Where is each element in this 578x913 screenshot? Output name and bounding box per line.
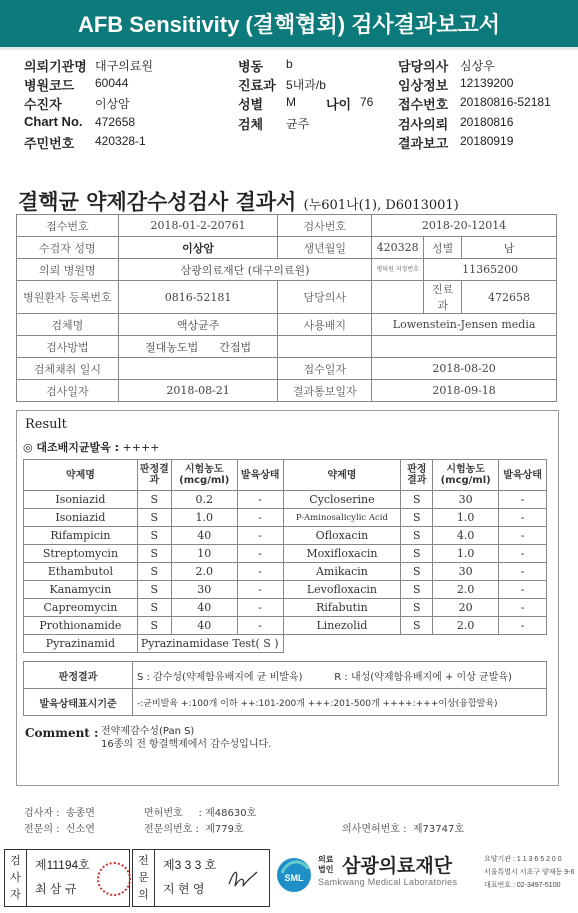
tester-vertical-label: 검사자 [5, 850, 27, 906]
result-section [16, 410, 559, 786]
value: 심상우 [460, 59, 495, 73]
specialist-line [24, 820, 95, 835]
comment-label: Comment : [25, 726, 99, 740]
specialist-label: 전문의 : [24, 824, 60, 835]
col-conc: 시험농도 (mcg/ml) [171, 460, 237, 491]
header-info [0, 56, 578, 160]
tester-no: 제11194호 [35, 858, 90, 872]
drug-name: Linezolid [283, 617, 401, 635]
label: 병동 [238, 59, 264, 74]
growth: - [237, 581, 283, 599]
info-value [118, 336, 278, 358]
info-value: Lowenstein-Jensen media [372, 314, 557, 336]
control-value: ++++ [122, 441, 160, 454]
judge-s: S : 감수성(약제함유배지에 균 비발육) [137, 671, 303, 683]
footer [0, 845, 578, 913]
judge: S [401, 617, 433, 635]
label: 진료과 [238, 78, 276, 93]
growth: - [237, 599, 283, 617]
label: 병원코드 [24, 78, 75, 93]
spec-no-label: 전문의번호 : [144, 824, 199, 835]
tester-box [4, 849, 130, 907]
info-value: 2018-08-21 [118, 380, 278, 402]
brand-english: Samkwang Medical Laboratories [318, 877, 458, 887]
drug-name: Kanamycin [24, 581, 138, 599]
judge: S [401, 491, 433, 509]
info-label: 병의원 지정번호 [372, 259, 424, 281]
value: M [286, 95, 296, 109]
contact-line: 서울특별시 서초구 양재동 9-6 [484, 869, 575, 876]
judge: S [137, 527, 171, 545]
comment-text [101, 725, 271, 751]
label: 주민번호 [24, 136, 75, 151]
contact-line: 대표번호 : 02-3497-5100 [484, 882, 561, 889]
info-value: 11365200 [424, 259, 557, 281]
judge: S [401, 599, 433, 617]
control-label: ◎ 대조배지균발육 : [23, 441, 120, 454]
info-value: 0816-52181 [118, 281, 278, 314]
drug-name: P-Aminosalicylic Acid [283, 509, 401, 527]
judge: S [401, 581, 433, 599]
col-conc: 시험농도 (mcg/ml) [433, 460, 499, 491]
table-row [24, 599, 547, 617]
judge-r: R : 내성(약제함유배지에 + 이상 균발육) [334, 671, 512, 683]
info-value: 남 [462, 237, 557, 259]
info-label: 접수번호 [17, 215, 119, 237]
judge: S [137, 545, 171, 563]
spec-no: 제779호 [205, 824, 244, 835]
specialist-name: 지 현 영 [163, 882, 205, 896]
conc: 40 [171, 599, 237, 617]
drug-name: Streptomycin [24, 545, 138, 563]
info-label: 검사방법 [17, 336, 119, 358]
growth: - [237, 617, 283, 635]
contact-line: 요양기관 : 1 1 3 6 5 2 0 0 [484, 856, 562, 863]
value: 균주 [286, 117, 310, 131]
col-judge: 판정결과 [137, 460, 171, 491]
growth: - [499, 563, 547, 581]
table-row [24, 545, 547, 563]
conc: 40 [171, 527, 237, 545]
conc: 30 [433, 563, 499, 581]
conc: 2.0 [171, 563, 237, 581]
col-growth: 발육상태 [499, 460, 547, 491]
drug-name: Isoniazid [24, 509, 138, 527]
judge: S [137, 563, 171, 581]
col-judge: 판정결과 [401, 460, 433, 491]
value: b [286, 57, 293, 71]
conc: 20 [433, 599, 499, 617]
col-growth: 발육상태 [237, 460, 283, 491]
growth: - [499, 617, 547, 635]
conc: 10 [171, 545, 237, 563]
drug-name: Ethambutol [24, 563, 138, 581]
value: 420328-1 [95, 134, 146, 148]
growth: - [499, 581, 547, 599]
judge-label: 판정결과 [24, 662, 133, 689]
info-label: 수검자 성명 [17, 237, 119, 259]
conc: 40 [171, 617, 237, 635]
logo-text: SML [284, 873, 304, 883]
comment-line: 전약제감수성(Pan S) [101, 726, 195, 737]
value: 20180919 [460, 134, 514, 148]
value: 대구의료원 [95, 59, 153, 73]
contact-info [484, 853, 574, 892]
judge: S [137, 581, 171, 599]
table-row [24, 527, 547, 545]
table-row [24, 581, 547, 599]
brand-small: 의료 법인 [318, 855, 334, 874]
growth: - [499, 491, 547, 509]
license-line [144, 804, 256, 819]
legend-table [23, 661, 547, 716]
brand-name: 삼광의료재단 [342, 856, 453, 877]
report-document [8, 170, 572, 835]
drug-table [23, 459, 547, 653]
info-label: 결과통보일자 [278, 380, 372, 402]
label: 담당의사 [398, 59, 449, 74]
table-row [24, 635, 547, 653]
info-label: 검사일자 [17, 380, 119, 402]
method-1: 절대농도법 [145, 340, 199, 354]
report-subtitle: (누601나(1), D6013001) [303, 198, 459, 213]
label: 검사의뢰 [398, 117, 449, 132]
label: Chart No. [24, 114, 83, 129]
info-label: 검체명 [17, 314, 119, 336]
info-value: 2018-09-18 [372, 380, 557, 402]
col-drug: 약제명 [24, 460, 138, 491]
tester-label: 검사자 : [24, 808, 60, 819]
spec-no-line [144, 820, 244, 835]
license-no: : 제48630호 [198, 808, 257, 819]
drug-name: Rifampicin [24, 527, 138, 545]
drug-name: Cycloserine [283, 491, 401, 509]
growth: - [237, 545, 283, 563]
value: 이상암 [95, 97, 130, 111]
drug-name: Pyrazinamid [24, 635, 138, 653]
doc-license-label: 의사면허번호 : [342, 824, 407, 835]
info-value: 이상암 [118, 237, 278, 259]
label: 임상정보 [398, 78, 449, 93]
report-title-text: 결핵균 약제감수성검사 결과서 [18, 189, 297, 214]
growth: - [499, 509, 547, 527]
conc: 4.0 [433, 527, 499, 545]
conc: 1.0 [433, 509, 499, 527]
judge: S [401, 563, 433, 581]
judge: S [137, 509, 171, 527]
growth: - [237, 563, 283, 581]
conc: 2.0 [433, 617, 499, 635]
tester-line [24, 804, 95, 819]
judge: S [401, 509, 433, 527]
info-label: 진료과 [424, 281, 462, 314]
info-value [372, 336, 557, 358]
info-table [16, 214, 557, 402]
drug-name: Rifabutin [283, 599, 401, 617]
judge: S [137, 599, 171, 617]
drug-name: Capreomycin [24, 599, 138, 617]
info-value: 삼광의료재단 (대구의료원) [118, 259, 371, 281]
conc: 30 [171, 581, 237, 599]
table-row [24, 509, 547, 527]
drug-name: Levofloxacin [283, 581, 401, 599]
result-title: Result [25, 417, 67, 432]
growth: - [499, 545, 547, 563]
growth-legend: -:균비발육 +:100개 이하 ++:101-200개 +++:201-500개 ++++:+++이상(융합발육) [133, 689, 547, 716]
signature-icon [225, 866, 261, 892]
control-growth [23, 439, 159, 455]
info-label: 의뢰 병원명 [17, 259, 119, 281]
empty-cell [283, 635, 546, 653]
growth: - [237, 491, 283, 509]
value: 12139200 [460, 76, 514, 90]
value: 20180816-52181 [460, 95, 551, 109]
drug-name: Prothionamide [24, 617, 138, 635]
table-row [24, 563, 547, 581]
conc: 1.0 [433, 545, 499, 563]
label: 결과보고 [398, 136, 449, 151]
info-label: 생년월일 [278, 237, 372, 259]
growth-label: 발육상태표시기준 [24, 689, 133, 716]
conc: 2.0 [433, 581, 499, 599]
judge-legend [133, 662, 547, 689]
info-value: 액상균주 [118, 314, 278, 336]
growth: - [499, 599, 547, 617]
growth: - [499, 527, 547, 545]
sml-logo-icon [272, 851, 316, 895]
specialist-name: 신소연 [65, 824, 95, 835]
growth: - [237, 509, 283, 527]
judge: S [401, 527, 433, 545]
report-title [18, 186, 459, 216]
info-label: 병원환자 등록번호 [17, 281, 119, 314]
label: 접수번호 [398, 97, 449, 112]
info-value: 2018-20-12014 [372, 215, 557, 237]
info-label: 사용배지 [278, 314, 372, 336]
value: 60044 [95, 76, 129, 90]
info-label: 담당의사 [278, 281, 372, 314]
table-row [24, 491, 547, 509]
info-value [118, 358, 278, 380]
doc-license-no: 제73747호 [412, 824, 465, 835]
value: 20180816 [460, 115, 514, 129]
conc: 0.2 [171, 491, 237, 509]
label: 나이 [326, 97, 352, 112]
info-value [278, 336, 372, 358]
growth: - [237, 527, 283, 545]
tester-name: 최 삼 규 [35, 882, 77, 896]
value: 5내과/b [286, 78, 326, 92]
license-label: 면허번호 [144, 808, 183, 819]
label: 성별 [238, 97, 264, 112]
tester-name: 송종면 [65, 808, 95, 819]
label: 수진자 [24, 97, 62, 112]
info-label: 접수일자 [278, 358, 372, 380]
value: 472658 [95, 115, 136, 129]
label: 의뢰기관명 [24, 59, 87, 74]
page-title: AFB Sensitivity (결핵협회) 검사결과보고서 [0, 0, 578, 50]
info-value: 472658 [462, 281, 557, 314]
doc-license-line [342, 820, 464, 835]
info-value: 420328 [372, 237, 424, 259]
specialist-no: 제3 3 3 호 [163, 858, 217, 872]
value: 76 [360, 95, 374, 109]
info-label: 검체채취 일시 [17, 358, 119, 380]
info-value: 2018-01-2-20761 [118, 215, 278, 237]
table-row [24, 617, 547, 635]
method-2: 간접법 [219, 340, 252, 354]
comment-line: 16종의 전 항결핵제에서 감수성입니다. [101, 739, 272, 750]
specialist-box [132, 849, 270, 907]
judge: S [137, 491, 171, 509]
drug-name: Ofloxacin [283, 527, 401, 545]
conc: 1.0 [171, 509, 237, 527]
seal-icon [97, 862, 131, 896]
judge: S [401, 545, 433, 563]
pza-result: Pyrazinamidase Test( S ) [137, 635, 283, 653]
info-label: 성별 [424, 237, 462, 259]
drug-name: Moxifloxacin [283, 545, 401, 563]
info-value [372, 281, 424, 314]
drug-name: Amikacin [283, 563, 401, 581]
drug-name: Isoniazid [24, 491, 138, 509]
col-drug: 약제명 [283, 460, 401, 491]
label: 검체 [238, 117, 264, 132]
conc: 30 [433, 491, 499, 509]
info-label: 검사번호 [278, 215, 372, 237]
specialist-vertical-label: 전문의 [133, 850, 155, 906]
info-value: 2018-08-20 [372, 358, 557, 380]
judge: S [137, 617, 171, 635]
